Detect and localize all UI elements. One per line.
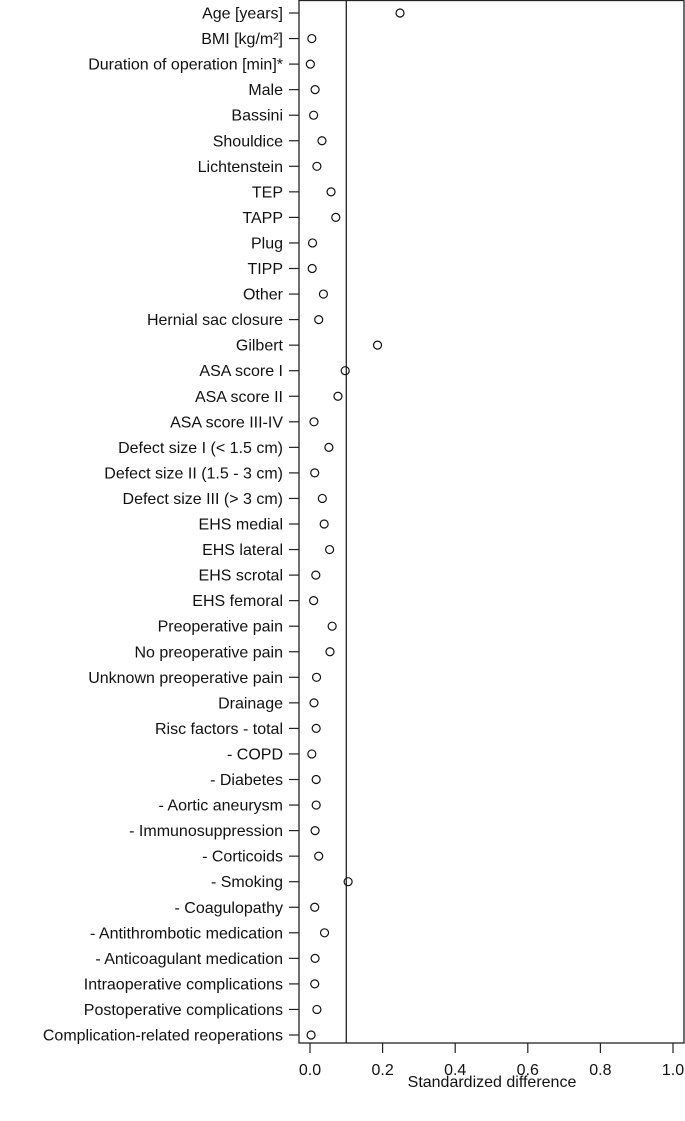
data-point-marker [312,724,320,732]
data-point-marker [310,699,318,707]
y-category-label: ASA score I [199,363,283,381]
y-category-label: Lichtenstein [197,158,283,176]
y-category-label: No preoperative pain [134,644,283,662]
data-point-marker [374,341,382,349]
y-category-label: - Corticoids [202,848,283,866]
y-category-label: Drainage [218,695,283,713]
y-category-label: Gilbert [235,337,283,355]
data-point-marker [318,137,326,145]
data-point-marker [310,418,318,426]
data-point-marker [332,213,340,221]
x-tick-label: 1.0 [661,1062,685,1079]
y-category-label: EHS medial [198,516,283,534]
data-point-marker [311,903,319,911]
y-category-label: Risc factors - total [154,720,283,738]
y-category-label: Age [years] [202,5,283,23]
x-tick-label: 0.2 [371,1062,394,1079]
data-point-marker [396,9,404,17]
data-point-marker [327,188,335,196]
y-category-label: EHS lateral [202,542,283,560]
data-point-marker [313,673,321,681]
data-point-marker [313,1005,321,1013]
data-point-marker [309,239,317,247]
y-category-label: Complication-related reoperations [42,1027,283,1045]
y-category-label: Male [248,82,283,100]
y-category-label: Preoperative pain [157,618,283,636]
y-category-label: Defect size II (1.5 - 3 cm) [104,465,283,483]
x-axis-title: Standardized difference [407,1074,577,1091]
data-point-marker [308,265,316,273]
data-point-marker [307,1031,315,1039]
data-point-marker [313,162,321,170]
data-point-marker [325,443,333,451]
x-tick-label: 0.0 [298,1062,322,1079]
data-point-marker [321,929,329,937]
data-point-marker [328,622,336,630]
data-point-marker [326,546,334,554]
y-category-label: Unknown preoperative pain [88,669,283,687]
data-point-marker [344,878,352,886]
data-point-marker [312,801,320,809]
y-category-label: Duration of operation [min]* [88,56,283,74]
plot-border [299,1,684,1044]
y-category-label: Bassini [231,107,283,125]
y-category-label: TEP [251,184,283,202]
x-tick-label: 0.4 [444,1062,467,1079]
data-point-marker [319,290,327,298]
data-point-marker [311,469,319,477]
data-point-marker [311,86,319,94]
data-point-marker [312,776,320,784]
plot-frame [299,1,684,1044]
y-category-label: Postoperative complications [83,1001,283,1019]
y-category-label: ASA score II [194,388,283,406]
x-tick-label: 0.8 [589,1062,612,1079]
y-category-label: - COPD [227,746,283,764]
data-point-marker [311,827,319,835]
y-category-label: - Immunosuppression [129,823,283,841]
data-point-marker [315,316,323,324]
y-category-label: Intraoperative complications [83,976,283,994]
data-point-marker [320,520,328,528]
y-category-label: - Anticoagulant medication [95,950,283,968]
y-category-label: - Antithrombotic medication [90,925,283,943]
y-category-label: EHS femoral [192,593,283,611]
y-category-label: BMI [kg/m²] [201,31,283,49]
data-point-marker [311,980,319,988]
y-category-label: Defect size I (< 1.5 cm) [118,439,283,457]
data-points [306,9,404,1039]
y-category-label: TIPP [247,261,283,278]
y-category-label: TAPP [242,209,283,227]
data-point-marker [308,750,316,758]
y-category-label: ASA score III-IV [170,414,283,432]
data-point-marker [310,597,318,605]
data-point-marker [306,60,314,68]
data-point-marker [312,571,320,579]
x-tick-label: 0.6 [516,1062,539,1079]
data-point-marker [315,852,323,860]
data-point-marker [311,954,319,962]
y-category-label: EHS scrotal [198,567,283,585]
y-category-label: Other [242,286,283,304]
y-category-label: Defect size III (> 3 cm) [122,490,283,508]
data-point-marker [310,111,318,119]
y-category-label: - Coagulopathy [174,899,283,917]
y-category-label: Shouldice [212,133,283,151]
data-point-marker [334,392,342,400]
data-point-marker [308,35,316,43]
y-axis-labels [43,6,299,1045]
y-category-label: - Aortic aneurysm [158,797,283,815]
y-category-label: - Smoking [210,874,283,892]
y-category-label: Hernial sac closure [146,312,283,330]
data-point-marker [326,648,334,656]
y-category-label: - Diabetes [210,772,283,789]
data-point-marker [341,367,349,375]
y-category-label: Plug [250,235,283,253]
data-point-marker [318,494,326,502]
